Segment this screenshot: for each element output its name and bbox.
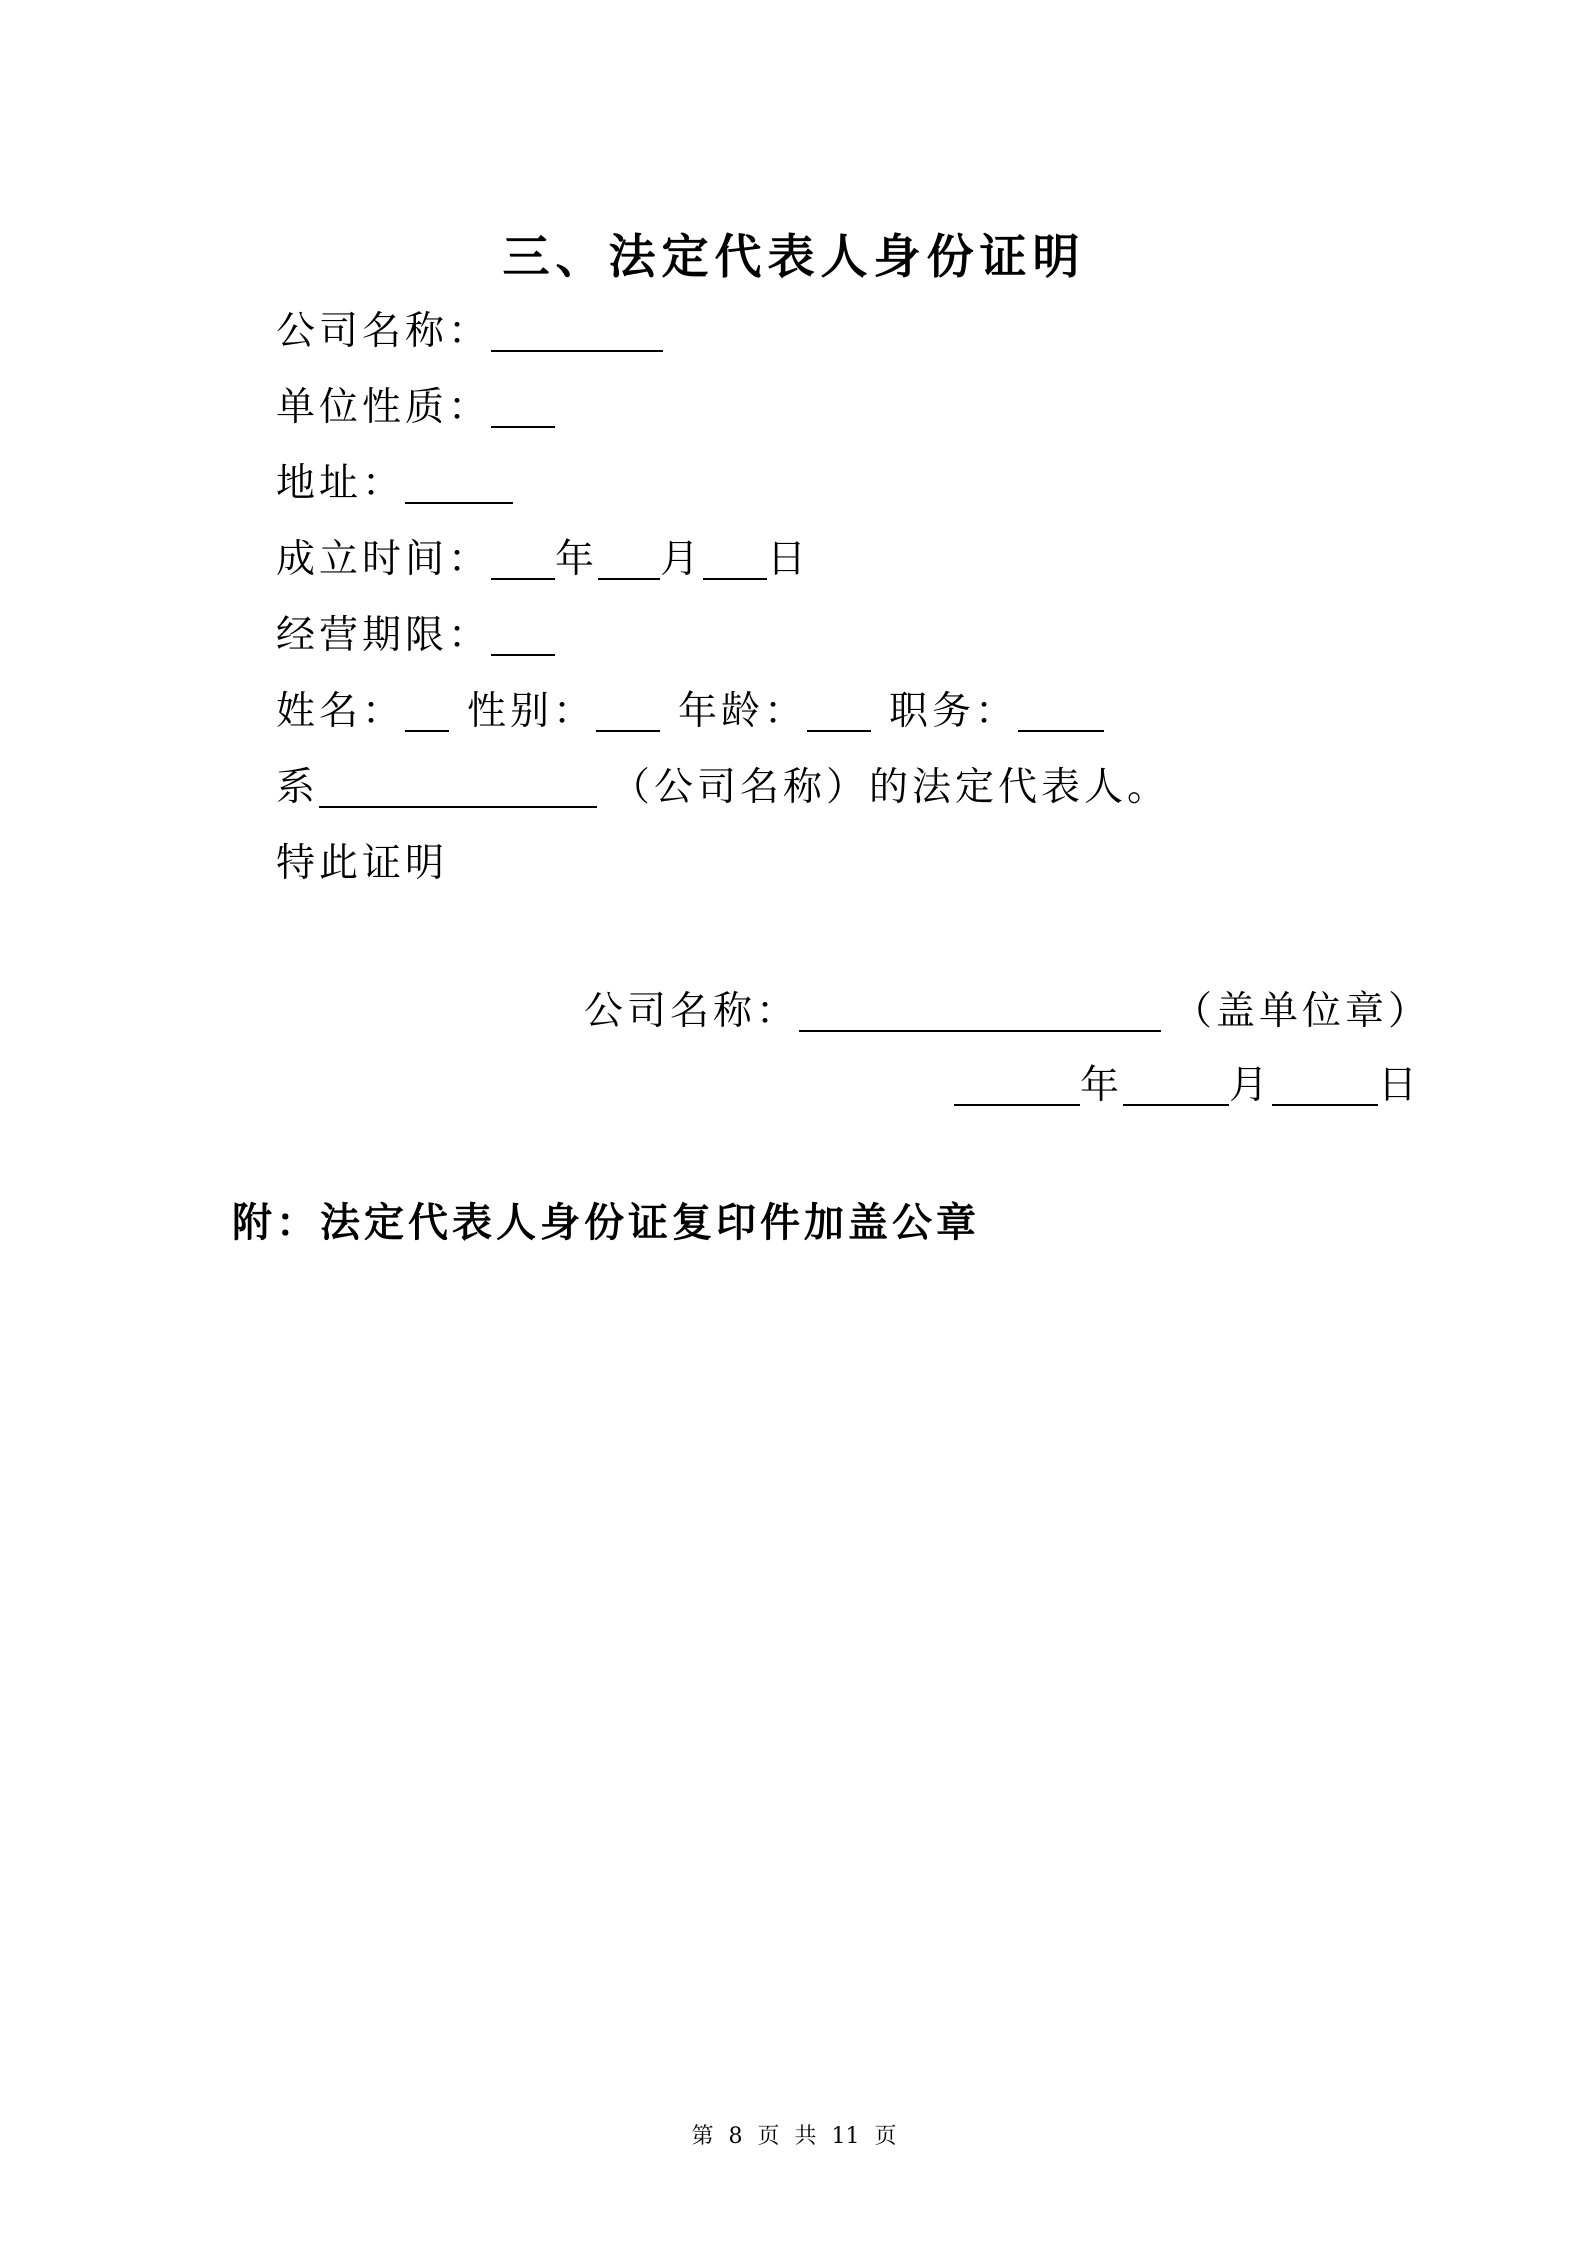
signature-company-label: 公司名称： [584,989,800,1034]
signature-day-char: 日 [1378,1063,1422,1108]
address-blank [405,462,513,504]
operating-period-label: 经营期限： [276,613,492,658]
signature-month-char: 月 [1229,1063,1273,1108]
signature-year-char: 年 [1080,1063,1124,1108]
footer-page-word: 页 [757,2124,780,2149]
gender-blank [596,690,660,732]
company-name-label: 公司名称： [276,309,492,354]
established-month-char: 月 [660,537,704,582]
relation-suffix: （公司名称）的法定代表人。 [611,765,1171,810]
relation-prefix: 系 [276,765,320,810]
footer-total-word: 页 [874,2124,897,2149]
established-label: 成立时间： [276,537,492,582]
certify-row [276,838,448,890]
name-label: 姓名： [276,689,406,734]
footer-total-pages: 11 [831,2124,860,2149]
established-row [276,534,810,586]
age-blank [807,690,871,732]
established-month-blank [598,538,660,580]
company-name-blank [491,310,663,352]
address-label: 地址： [276,461,406,506]
page-footer [0,2122,1588,2152]
established-day-blank [703,538,767,580]
operating-period-blank [491,614,555,656]
company-name-row [276,306,663,358]
unit-nature-label: 单位性质： [276,385,492,430]
appendix-note: 附：法定代表人身份证复印件加盖公章 [232,1200,980,1246]
established-year-blank [491,538,555,580]
established-year-char: 年 [555,537,599,582]
position-blank [1018,690,1104,732]
footer-page-prefix: 第 [691,2124,714,2149]
signature-year-blank [954,1064,1080,1106]
relation-company-blank [319,766,597,808]
representative-info-row [276,686,1104,738]
signature-day-blank [1272,1064,1378,1106]
seal-note: （盖单位章） [1173,989,1432,1034]
relation-row [276,762,1170,814]
document-title: 三、法定代表人身份证明 [502,230,1086,285]
signature-month-blank [1123,1064,1229,1106]
gender-label: 性别： [467,689,597,734]
unit-nature-row [276,382,555,434]
established-day-char: 日 [767,537,811,582]
footer-page-number: 8 [728,2124,743,2149]
unit-nature-blank [491,386,555,428]
address-row [276,458,513,510]
operating-period-row [276,610,555,662]
name-blank [405,690,449,732]
position-label: 职务： [889,689,1019,734]
certify-text: 特此证明 [276,841,449,886]
age-label: 年龄： [678,689,808,734]
footer-total-prefix: 共 [794,2124,817,2149]
signature-date-row [954,1060,1421,1112]
signature-company-blank [799,990,1161,1032]
signature-company-row [584,986,1431,1038]
